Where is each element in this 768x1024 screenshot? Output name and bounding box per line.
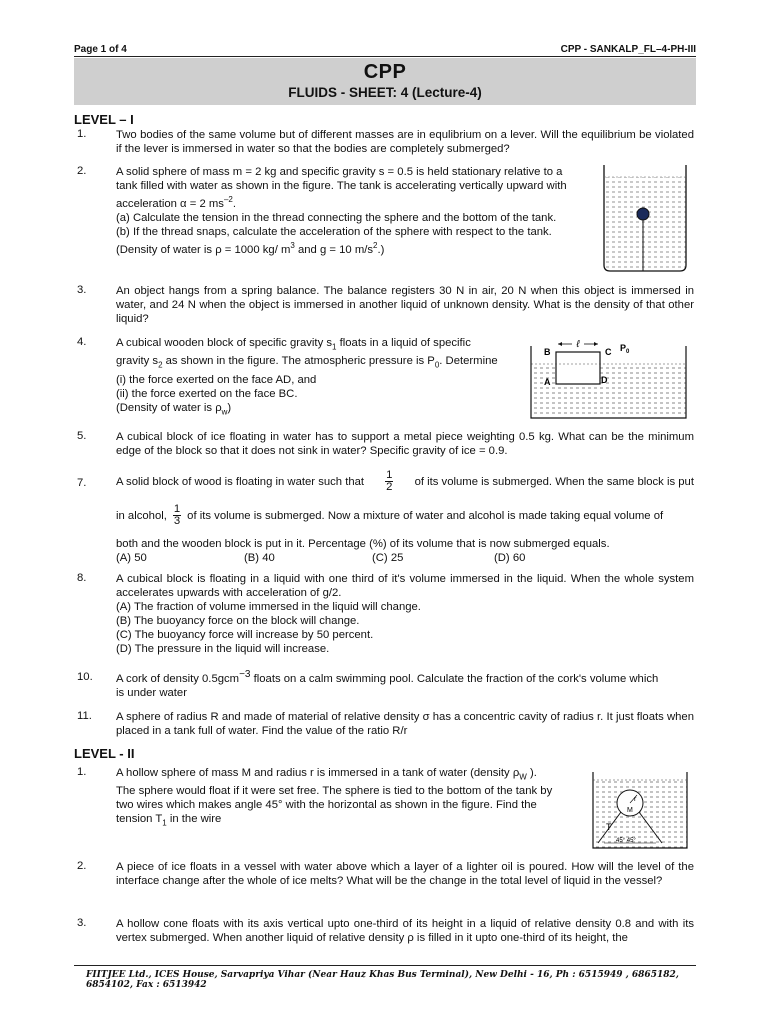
q2-close: .) bbox=[377, 243, 385, 256]
q2-accel-exp: –2 bbox=[223, 195, 233, 204]
question-7-text bbox=[116, 470, 694, 565]
l2q1-line bbox=[116, 812, 578, 830]
q7-line: both and the wooden block is put in it. Percentage (%) of its volume that is now submerged equals. bbox=[116, 538, 610, 550]
q7-text: of its volume is submerged. Now a mixture of water and alcohol is made taking equal volume of bbox=[187, 509, 664, 522]
q4-text: gravity s bbox=[116, 355, 159, 368]
q7-options bbox=[116, 551, 694, 565]
radius-label: r bbox=[634, 796, 637, 803]
l2q1-line: two wires which makes angle 45° with the horizontal as shown in the figure. Find the bbox=[116, 799, 537, 812]
question-2-text bbox=[116, 165, 596, 257]
level2-question-3-text: A hollow cone floats with its axis vertical upto one-third of its height in a liquid of relative density 0.8 and with its vertex submerged. When another liquid of relative density ρ is filled in it upto one-third of its height, the bbox=[116, 918, 694, 944]
corner-label-d: D bbox=[601, 375, 608, 385]
level2-question-1-text bbox=[116, 766, 578, 831]
q4-sub: w bbox=[221, 406, 228, 416]
question-number: 2. bbox=[77, 165, 87, 177]
option-b: (B) 40 bbox=[244, 552, 275, 564]
q10-text: A cork of density 0.5gcm bbox=[116, 672, 240, 685]
fraction-one-half bbox=[385, 470, 393, 493]
q4-text: A cubical wooden block of specific gravity s bbox=[116, 337, 333, 349]
footer-rule bbox=[74, 965, 696, 966]
q10-text: floats on a calm swimming pool. Calculate the fraction of the cork's volume which bbox=[250, 672, 659, 685]
question-number: 7. bbox=[77, 477, 87, 489]
q4-line bbox=[116, 336, 518, 354]
q7-text: of its volume is submerged. When the same block is put bbox=[414, 475, 694, 488]
q2-line: A solid sphere of mass m = 2 kg and specific gravity s = 0.5 is held stationary relative to a bbox=[116, 166, 563, 178]
l2q1-line: The sphere would float if it were set free. The sphere is tied to the bottom of the tank by bbox=[116, 785, 553, 798]
fraction-one-third bbox=[173, 504, 181, 527]
q4-text: (Density of water is ρ bbox=[116, 401, 222, 414]
level2-question-2-text: A piece of ice floats in a vessel with water above which a layer of a lighter oil is poured. How will the level of the interface change after the whole of ice melts? What will be the change in the total level of liquid in the vessel? bbox=[116, 861, 694, 887]
q4-given bbox=[116, 401, 518, 419]
tied-sphere-figure bbox=[590, 770, 690, 850]
q4-sub: 2 bbox=[158, 360, 163, 370]
q7-text: A solid block of wood is floating in water such that bbox=[116, 475, 365, 488]
l2q1-text: A hollow sphere of mass M and radius r is immersed in a tank of water (density ρ bbox=[116, 767, 520, 779]
l2q1-line bbox=[116, 766, 578, 784]
q7-line bbox=[116, 470, 694, 493]
q2-given bbox=[116, 239, 596, 257]
q2-accel: acceleration α = 2 ms bbox=[116, 197, 224, 210]
q8-stem: A cubical block is floating in a liquid with one third of it's volume immersed in the liquid. When the whole system accelerates upwards with acceleration of g/2. bbox=[116, 573, 694, 599]
option-c: (C) The buoyancy force will increase by 50 percent. bbox=[116, 629, 374, 641]
question-5-text: A cubical block of ice floating in water has to support a metal piece weighting 0.5 kg. What can be the minimum edge of the block so that it does not sink in water? Specific gravity of ice = 0.9. bbox=[116, 431, 694, 457]
q7-line bbox=[116, 504, 694, 527]
q2-part-a: (a) Calculate the tension in the thread connecting the sphere and the bottom of the tank. bbox=[116, 211, 557, 224]
banner-subtitle: FLUIDS - SHEET: 4 (Lecture-4) bbox=[288, 85, 482, 100]
question-number: 2. bbox=[77, 860, 87, 872]
banner-title: CPP bbox=[363, 61, 407, 83]
question-number: 3. bbox=[77, 917, 87, 929]
option-a: (A) The fraction of volume immersed in the liquid will change. bbox=[116, 601, 421, 613]
q4-text: ) bbox=[227, 401, 232, 414]
document-code: CPP - SANKALP_FL–4-PH-III bbox=[560, 44, 696, 55]
q4-part-i: (i) the force exerted on the face AD, and bbox=[116, 373, 317, 386]
q4-part-ii: (ii) the force exerted on the face BC. bbox=[116, 387, 298, 400]
page-number: Page 1 of 4 bbox=[74, 44, 127, 55]
numerator: 1 bbox=[173, 503, 181, 515]
l2q1-text: in the wire bbox=[166, 813, 222, 826]
question-number: 5. bbox=[77, 430, 87, 442]
corner-label-b: B bbox=[544, 347, 551, 357]
pressure-label bbox=[620, 343, 630, 355]
angle-label: 45° 45° bbox=[616, 838, 636, 844]
pressure-subscript: 0 bbox=[626, 349, 630, 355]
corner-label-a: A bbox=[544, 377, 551, 387]
q10-exp: −3 bbox=[239, 669, 251, 680]
q4-text: floats in a liquid of specific bbox=[336, 337, 471, 349]
q4-sub: 0 bbox=[434, 360, 440, 370]
q2-density: (Density of water is ρ = 1000 kg/ m bbox=[116, 243, 291, 256]
q2-gravity-exp: 2 bbox=[373, 240, 378, 250]
q10-line: is under water bbox=[116, 686, 187, 699]
question-number: 4. bbox=[77, 336, 87, 348]
option-d: (D) The pressure in the liquid will increase. bbox=[116, 643, 330, 655]
numerator: 1 bbox=[386, 469, 393, 481]
level-2-heading: LEVEL - II bbox=[74, 746, 135, 761]
pressure-symbol: P bbox=[620, 343, 627, 353]
option-d: (D) 60 bbox=[494, 552, 526, 564]
tension-label: T bbox=[606, 822, 612, 832]
q2-part-b: (b) If the thread snaps, calculate the acceleration of the sphere with respect to the tank. bbox=[116, 225, 552, 238]
level-1-heading: LEVEL – I bbox=[74, 112, 134, 127]
q2-gravity: and g = 10 m/s bbox=[294, 243, 374, 256]
denominator: 2 bbox=[386, 481, 393, 493]
floating-block-figure bbox=[528, 336, 688, 420]
l2q1-sub: 1 bbox=[162, 818, 167, 828]
option-c: (C) 25 bbox=[372, 552, 404, 564]
footer-address: FIITJEE Ltd., ICES House, Sarvapriya Vihar (Near Hauz Khas Bus Terminal), New Delhi - 16, Ph : 6515949 , 6865182, 6854102, Fax : 6513942 bbox=[86, 970, 679, 990]
q2-line: tank filled with water as shown in the figure. The tank is accelerating vertically upward with bbox=[116, 180, 567, 192]
question-number: 11. bbox=[77, 710, 92, 722]
corner-label-c: C bbox=[605, 347, 612, 357]
q4-sub: 1 bbox=[332, 342, 337, 352]
l2q1-text: ). bbox=[526, 767, 537, 779]
q7-text: in alcohol, bbox=[116, 509, 167, 522]
question-number: 1. bbox=[77, 766, 87, 778]
q10-line bbox=[116, 668, 694, 686]
option-a: (A) 50 bbox=[116, 552, 147, 564]
question-number: 3. bbox=[77, 284, 87, 296]
question-number: 1. bbox=[77, 128, 87, 140]
mass-label: M bbox=[627, 807, 633, 814]
question-3-text: An object hangs from a spring balance. The balance registers 30 N in air, 20 N when this object is immersed in water, and 24 N when the object is immersed in another liquid of unknown density. What is the density of that other liquid? bbox=[116, 285, 694, 325]
l2q1-text: tension T bbox=[116, 813, 163, 826]
question-4-text bbox=[116, 336, 518, 419]
title-banner bbox=[74, 58, 696, 105]
length-label: ℓ bbox=[576, 339, 580, 350]
denominator: 3 bbox=[173, 515, 181, 527]
question-number: 8. bbox=[77, 572, 87, 584]
question-number: 10. bbox=[77, 671, 93, 683]
tank-sphere-figure bbox=[600, 165, 690, 275]
option-b: (B) The buoyancy force on the block will change. bbox=[116, 615, 360, 627]
l2q1-sub: W bbox=[519, 772, 527, 782]
question-10-text bbox=[116, 668, 694, 700]
q2-density-exp: 3 bbox=[290, 240, 295, 250]
question-1-text: Two bodies of the same volume but of different masses are in equlibrium on a lever. Will the equilibrium be violated if the lever is immersed in water so that the bodies are completely submerged? bbox=[116, 129, 694, 155]
q4-line bbox=[116, 354, 518, 372]
question-8-text bbox=[116, 572, 694, 656]
q2-line bbox=[116, 193, 596, 211]
q2-period: . bbox=[232, 197, 236, 210]
q4-text: as shown in the figure. The atmospheric pressure is P bbox=[162, 355, 435, 368]
question-11-text: A sphere of radius R and made of material of relative density σ has a concentric cavity of radius r. It just floats when placed in a tank full of water. Find the value of the ratio R/r bbox=[116, 711, 694, 737]
header-rule bbox=[74, 56, 696, 57]
q4-text: . Determine bbox=[439, 355, 498, 368]
